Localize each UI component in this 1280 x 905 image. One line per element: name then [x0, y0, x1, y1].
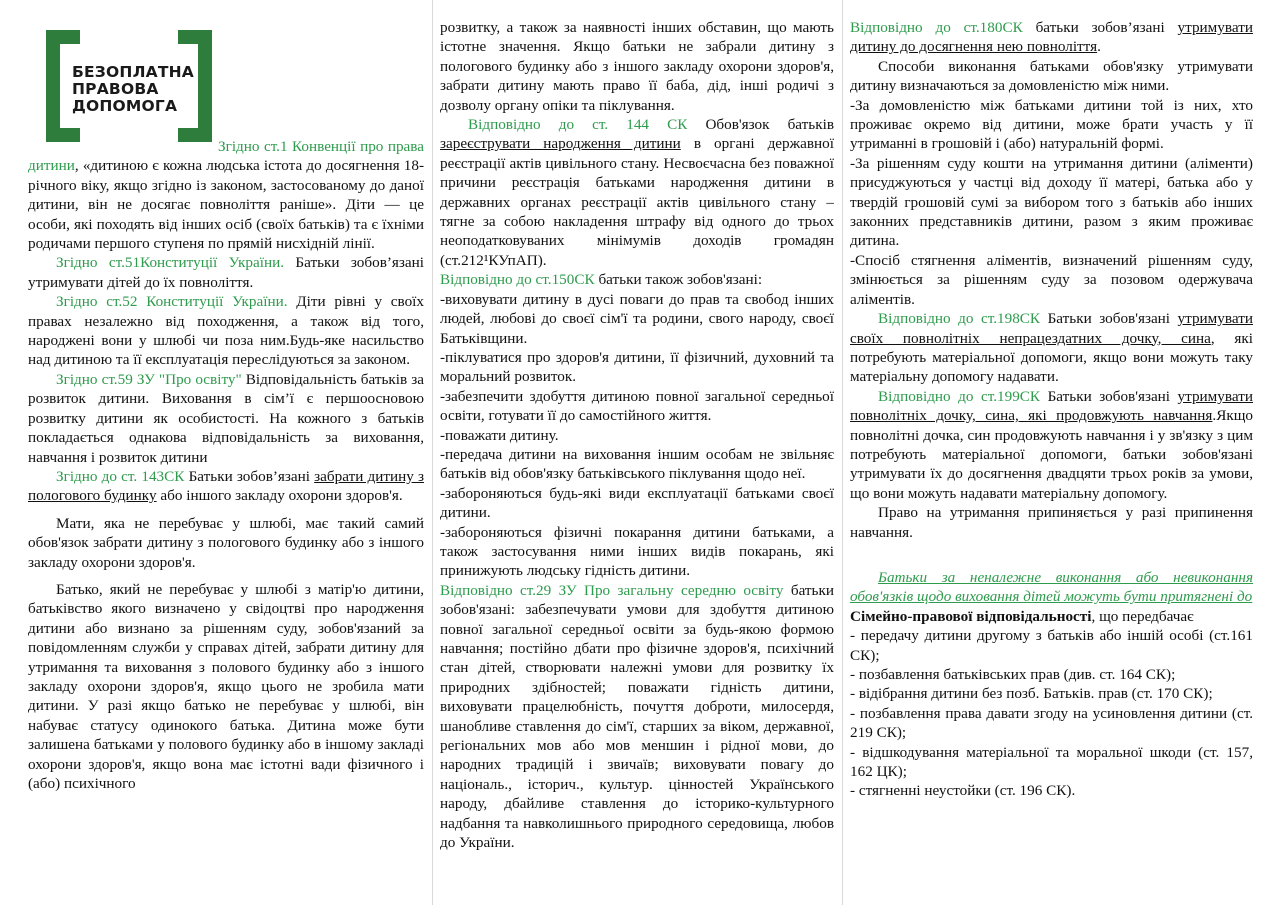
paragraph-court-alimony: -За рішенням суду кошти на утримання дитини (аліменти) присуджуються у частці від доходу її матері, батька або у твердій грошовій сумі за вибором того з батьків або інших законних представників дитини, разом з яким проживає дитина.	[850, 154, 1253, 250]
column-1	[28, 0, 424, 905]
liability-heading: Батьки за неналежне виконання або невиконання обов'язків щодо виховання дітей можуть бути притягнені до	[850, 568, 1253, 606]
list-item: -піклуватися про здоров'я дитини, її фізичний, духовний та моральний розвиток.	[440, 348, 834, 386]
paragraph-family-liability: Сімейно-правової відповідальності, що передбачає	[850, 607, 1194, 625]
list-item: - стягненні неустойки (ст. 196 СК).	[850, 782, 1076, 800]
paragraph-ways: Способи виконання батьками обов'язку утримувати дитину визначаються за домовленістю між ними.	[850, 57, 1253, 95]
list-item: - відшкодування матеріальної та моральної шкоди (ст. 157, 162 ЦК);	[850, 743, 1253, 781]
list-item: -виховувати дитину в дусі поваги до прав та свобод інших людей, любові до своєї сім'ї та родини, свого народу, своєї Батьківщини.	[440, 290, 834, 347]
paragraph-mother: Мати, яка не перебуває у шлюбі, має такий самий обов'язок забрати дитину з пологового будинку або з іншого закладу охорони здоров'я.	[28, 514, 424, 571]
list-item: - відібрання дитини без позб. Батьків. прав (ст. 170 СК);	[850, 685, 1213, 703]
paragraph-father: Батько, який не перебуває у шлюбі з матір'ю дитини, батьківство якого визначено у свідоцтві про народження дитини або визнано за рішенням суду, зобов'язаний за повідомленням служби у справах дітей, забрати дитину для утримання та виховання з полового будинку або з іншого закладу охорони здоров'я, якщо цього не зробила мати дитини. У разі якщо батько не перебуває у шлюбі, він набуває статусу одинокого батька. Дитина може бути залишена батьками у полового будинку або в іншому закладі охорони здоров'я, якщо вона має істотні вади фізичного і (або) психічного	[28, 580, 424, 792]
column-divider	[432, 0, 433, 905]
paragraph-const-51: Згідно ст.51Конституції України. Батьки зобов’язані утримувати дітей до їх повноліття.	[28, 254, 424, 291]
paragraph-sk-144: Відповідно до ст. 144 СК Обов'язок батьків зареєструвати народження дитини в органі державної реєстрації актів цивільного стану. Несвоєчасна без поважної причини реєстрація батьками народження дитини в державних органах реєстрації актів цивільного стану – тягне за собою накладення штрафу від одного до трьох неоподатковуваних мінімумів доходів громадян (ст.212¹КУпАП).	[440, 116, 834, 269]
list-item: -забороняються будь-які види експлуатації батьками своєї дитини.	[440, 484, 834, 522]
paragraph-convention: Згідно ст.1 Конвенції про права дитини, «дитиною є кожна людська істота до досягнення 18-річного віку, якщо згідно із законом, застосованому до даної дитини, він не досягає повноліття раніше». Діти — це особи, які походять від інших осіб (своїх батьків) та є їхніми родичами першого ступеня по прямій нисхідній лінії.	[28, 138, 424, 253]
paragraph-const-52: Згідно ст.52 Конституції України. Діти рівні у своїх правах незалежно від походження, а також від того, народжені вони у шлюбі чи поза ним.Будь-яке насильство над дитиною та її експлуатація переслідуються за законом.	[28, 293, 424, 369]
paragraph-agreement: -За домовленістю між батьками дитини той із них, хто проживає окремо від дитини, може брати участь у її утриманні в грошовій і (або) натуральній формі.	[850, 96, 1253, 153]
logo-text: БЕЗОПЛАТНА ПРАВОВА ДОПОМОГА	[72, 63, 194, 115]
list-item: -передача дитини на виховання іншим особам не звільняє батьків від обов'язку батьківського піклування щодо неї.	[440, 445, 834, 483]
list-item: - позбавлення права давати згоду на усиновлення дитини (ст. 219 СК);	[850, 704, 1253, 742]
logo-block	[46, 30, 424, 142]
paragraph-sk-199: Відповідно до ст.199СК Батьки зобов'язані утримувати повнолітніх дочку, сина, які продовжують навчання.Якщо повнолітні дочка, син продовжують навчання і у зв'язку з цим потребують матеріальної допомоги, батьки зобов'язані утримувати їх до досягнення двадцяти трьох років за умови, що вони можуть надавати матеріальну допомогу.	[850, 387, 1253, 502]
paragraph-education-law: Згідно ст.59 ЗУ "Про освіту" Відповідальність батьків за розвиток дитини. Виховання в сім’ї є першоосновою розвитку дитини як особистості. На кожного з батьків покладається однакова відповідальність за виховання, навчання і розвиток дитини	[28, 370, 424, 466]
paragraph-sk-198: Відповідно до ст.198СК Батьки зобов'язані утримувати своїх повнолітніх непрацездатних дочку, сина, які потребують матеріальної допомоги, якщо вони можуть таку матеріальну допомогу надавати.	[850, 310, 1253, 386]
list-item: -забезпечити здобуття дитиною повної загальної середньої освіти, готувати її до самостійного життя.	[440, 387, 834, 425]
column-2	[440, 0, 834, 905]
column-divider	[842, 0, 843, 905]
free-legal-aid-logo	[46, 30, 212, 142]
paragraph-sk-150: Відповідно до ст.150СК батьки також зобов'язані:	[440, 271, 763, 289]
column-3	[850, 0, 1253, 905]
paragraph-right-ends: Право на утримання припиняється у разі припинення навчання.	[850, 504, 1253, 541]
paragraph-sk-180: Відповідно до ст.180СК батьки зобов’язані утримувати дитину до досягнення нею повноліття.	[850, 19, 1253, 56]
list-item: - передачу дитини другому з батьків або іншій особі (ст.161 СК);	[850, 627, 1253, 664]
paragraph-continued: розвитку, а також за наявності інших обставин, що мають істотне значення. Якщо батьки не забрали дитину з пологового будинку або з іншого закладу охорони здоров'я, забрати дитину мають право її баба, дід, інші родичі з дозволу органу опіки та піклування.	[440, 19, 834, 114]
list-item: -забороняються фізичні покарання дитини батьками, а також застосування ними інших видів покарань, які принижують людську гідність дитини.	[440, 523, 834, 580]
paragraph-sk-143: Згідно до ст. 143СК Батьки зобов’язані забрати дитину з пологового будинку або іншого закладу охорони здоров'я.	[28, 467, 424, 505]
paragraph-education-law-29: Відповідно ст.29 ЗУ Про загальну середню освіту батьки зобов'язані: забезпечувати умови для здобуття дитиною повної загальної середньої освіти за будь-якою формою навчання; постійно дбати про фізичне здоров'я, психічний стан дітей, створювати належні умови для розвитку їх природних здібностей; поважати гідність дитини, виховувати працелюбність, почуття доброти, милосердя, шанобливе ставлення до сім'ї, старших за віком, державної, регіональних мов або мов меншин і рідної мови, до народних традицій і звичаїв; виховувати повагу до національ., історич., культур. цінностей Українського народу, дбайливе ставлення до історико-культурного надбання та навколишнього природного середовища, любов до України.	[440, 581, 834, 852]
list-item: - позбавлення батьківських прав (див. ст. 164 СК);	[850, 666, 1176, 683]
paragraph-alimony-method: -Спосіб стягнення аліментів, визначений рішенням суду, змінюється за рішенням суду за позовом одержувача аліментів.	[850, 251, 1253, 308]
list-item: -поважати дитину.	[440, 426, 559, 444]
